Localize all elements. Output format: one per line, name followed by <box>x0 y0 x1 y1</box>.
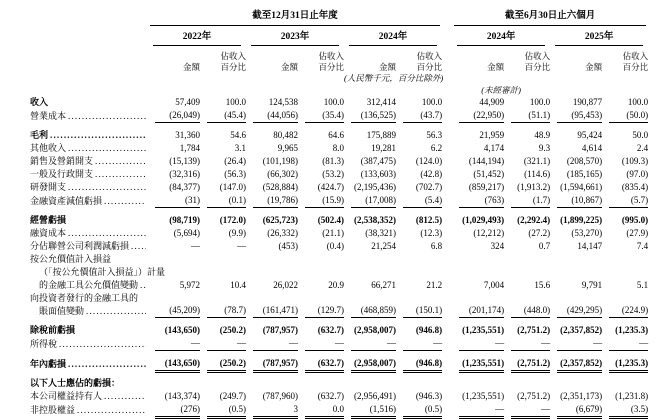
cell-pct: (51.1) <box>504 109 550 123</box>
cell-amount: (53,270) <box>571 228 603 238</box>
cell-pct: 8.0 <box>332 143 344 153</box>
cell-pct: (12.3) <box>420 228 443 238</box>
row-label: 營業成本 ..... <box>30 109 148 123</box>
cell-pct: (321.1) <box>523 156 551 166</box>
column-subheader-row <box>30 46 648 72</box>
period-group-interim: 截至6月30日止六個月 <box>454 10 646 26</box>
cell-amount: (144,194) <box>468 156 505 166</box>
cell-pct: 100.0 <box>627 97 649 107</box>
row-operating-loss <box>30 208 648 227</box>
cell-pct: 48.9 <box>534 130 551 140</box>
cell-pct: (15.9) <box>298 194 344 208</box>
group-gap <box>442 155 452 168</box>
row-label: 所得稅 ..... <box>30 337 148 351</box>
group-gap <box>442 227 452 240</box>
cell-pct: (129.7) <box>298 292 344 318</box>
dot-leader <box>104 390 146 403</box>
group-gap <box>442 240 452 253</box>
group-gap <box>442 168 452 181</box>
row-label: 除稅前虧損 <box>30 325 76 335</box>
cell-pct: (114.6) <box>524 169 551 179</box>
row-loss-for-the-year <box>30 351 648 371</box>
cell-amount: — <box>246 337 298 351</box>
cell-pct: (249.7) <box>219 391 246 401</box>
group-gap <box>442 208 452 227</box>
year-header-2022: 2022年 <box>153 31 241 46</box>
cell-amount: — <box>148 337 200 351</box>
amount-header: 金額 <box>585 61 603 72</box>
cell-amount: (201,174) <box>452 292 504 318</box>
cell-amount: (5,694) <box>173 228 200 238</box>
cell-pct: — <box>504 403 550 417</box>
cell-pct: (5.4) <box>396 194 442 208</box>
cell-pct: (50.0) <box>602 109 648 123</box>
cell-pct: — <box>396 337 442 351</box>
period-group-row <box>30 10 648 26</box>
cell-pct: (172.0) <box>219 215 246 225</box>
cell-amount: (22,950) <box>452 109 504 123</box>
currency-note: (人民幣千元，百分比除外) <box>344 73 444 83</box>
cell-amount: 44,909 <box>479 97 505 107</box>
cell-pct: (97.0) <box>626 169 649 179</box>
cell-amount: (19,786) <box>246 194 298 208</box>
cell-amount: (787,957) <box>246 351 298 371</box>
cell-amount: (44,056) <box>246 109 298 123</box>
group-gap <box>442 371 452 390</box>
row-rd-expenses <box>30 181 648 194</box>
cell-pct <box>602 371 648 390</box>
cell-amount: (2,351,173) <box>560 391 603 401</box>
cell-amount: — <box>191 241 200 251</box>
row-label: 其他收入 ..... <box>30 142 148 155</box>
cell-pct: 7.4 <box>636 241 649 251</box>
group-gap <box>442 181 452 194</box>
dot-leader <box>68 110 146 123</box>
cell-pct: (56.3) <box>224 169 246 179</box>
cell-amount: (12,212) <box>473 228 505 238</box>
row-label: 經營虧損 <box>30 215 67 225</box>
cell-pct: 5.1 <box>636 280 649 290</box>
cell-pct: (35.4) <box>298 109 344 123</box>
row-label: 融資成本 ..... <box>30 227 148 240</box>
group-gap <box>442 292 452 318</box>
cell-amount <box>452 371 504 390</box>
group-gap <box>442 253 452 292</box>
cell-pct: 9.3 <box>538 143 551 153</box>
cell-amount <box>344 371 396 390</box>
cell-amount: (185,165) <box>566 169 603 179</box>
cell-pct: 2.4 <box>636 143 649 153</box>
cell-amount: 95,424 <box>577 130 603 140</box>
cell-pct: (150.1) <box>396 292 442 318</box>
dot-leader <box>131 240 146 253</box>
cell-pct: (45.4) <box>200 109 246 123</box>
dot-leader <box>50 129 146 142</box>
cell-amount: (143,374) <box>164 391 200 401</box>
cell-pct: (26.4) <box>224 156 246 166</box>
cell-pct <box>396 371 442 390</box>
cell-pct: (835.4) <box>621 182 649 192</box>
group-gap <box>442 194 452 208</box>
row-finance-costs <box>30 227 648 240</box>
cell-pct: (81.3) <box>322 156 344 166</box>
cell-pct: 56.3 <box>426 130 443 140</box>
cell-pct: 100.0 <box>421 97 443 107</box>
year-header-2024-interim: 2024年 <box>457 31 545 46</box>
cell-amount: (1,899,225) <box>560 215 603 225</box>
cell-pct: — <box>504 337 550 351</box>
cell-pct: (0.5) <box>396 403 442 417</box>
unaudited-note: (未經審計) <box>481 85 521 95</box>
pct-of-revenue-header: 佔收入 百分比 <box>220 51 246 72</box>
group-gap <box>442 142 452 155</box>
cell-amount: (2,357,852) <box>560 325 603 335</box>
cell-amount: 21,959 <box>479 130 505 140</box>
cell-amount: (2,958,007) <box>354 325 396 335</box>
row-label: 金融資產減值虧損 ..... <box>30 194 148 208</box>
cell-pct: (946.8) <box>415 325 443 335</box>
cell-amount: (133,603) <box>360 169 396 179</box>
dot-leader <box>140 279 146 292</box>
cell-amount: (787,957) <box>262 325 298 335</box>
row-non-controlling-interests <box>30 403 648 417</box>
row-label: 本公司權益持有人 ..... <box>30 390 148 403</box>
cell-pct <box>504 371 550 390</box>
cell-pct: 20.9 <box>328 280 344 290</box>
group-gap <box>442 390 452 403</box>
cell-amount: (2,195,436) <box>354 182 396 192</box>
cell-pct: — <box>298 337 344 351</box>
cell-pct: 21.2 <box>426 280 443 290</box>
cell-amount: (468,859) <box>344 292 396 318</box>
cell-pct: (124.0) <box>415 156 443 166</box>
cell-amount: (387,475) <box>360 156 396 166</box>
cell-pct: (27.9) <box>626 228 649 238</box>
cell-amount: (787,960) <box>262 391 298 401</box>
row-label: 一般及行政開支 ..... <box>30 168 148 181</box>
cell-pct: (812.5) <box>415 215 443 225</box>
cell-amount: (66,302) <box>267 169 298 179</box>
cell-amount: 3 <box>246 403 298 417</box>
cell-pct <box>200 371 246 390</box>
cell-amount: 1,784 <box>179 143 200 153</box>
cell-amount: (15,139) <box>169 156 200 166</box>
group-gap <box>442 318 452 337</box>
cell-pct: (995.0) <box>621 215 649 225</box>
cell-pct: (250.2) <box>219 325 246 335</box>
cell-amount: (17,008) <box>344 194 396 208</box>
currency-note-row <box>30 72 648 84</box>
year-header-2023: 2023年 <box>251 31 339 46</box>
cell-pct: 100.0 <box>225 97 246 107</box>
cell-amount: 5,972 <box>179 280 200 290</box>
cell-pct: (702.7) <box>415 182 443 192</box>
cell-pct: (2,751.2) <box>517 325 551 335</box>
amount-header: 金額 <box>487 61 505 72</box>
cell-amount: 324 <box>490 241 505 251</box>
cell-pct: (0.1) <box>200 194 246 208</box>
row-loss-before-tax <box>30 318 648 337</box>
amount-header: 金額 <box>378 61 396 72</box>
pct-of-revenue-header: 佔收入 百分比 <box>524 51 551 72</box>
cell-pct: (1,235.3) <box>602 351 648 371</box>
row-instruments-issued-to-investors-carrying-change <box>30 292 648 318</box>
cell-amount: (10,867) <box>550 194 602 208</box>
dot-leader <box>68 358 146 371</box>
cell-pct: (224.9) <box>602 292 648 318</box>
cell-amount: (625,723) <box>262 215 298 225</box>
row-revenue <box>30 96 648 109</box>
cell-pct: 100.0 <box>529 97 551 107</box>
row-label: 向投資者發行的金融工具的 賬面值變動 ..... <box>30 292 148 318</box>
row-label: 收入 <box>30 97 49 107</box>
cell-pct: 64.6 <box>328 130 344 140</box>
cell-pct: (424.7) <box>317 182 344 192</box>
dot-leader <box>68 227 146 240</box>
row-selling-marketing-expenses <box>30 155 648 168</box>
cell-pct: (1.7) <box>504 194 550 208</box>
cell-pct: (946.3) <box>415 391 443 401</box>
cell-pct: (9.9) <box>228 228 246 238</box>
cell-amount: (84,377) <box>169 182 200 192</box>
cell-amount: 4,174 <box>483 143 505 153</box>
cell-pct: (21.1) <box>322 228 344 238</box>
row-income-tax <box>30 337 648 351</box>
cell-amount: (2,357,852) <box>550 351 602 371</box>
cell-amount: 9,791 <box>581 280 603 290</box>
row-fvtpl-fair-value-changes <box>30 253 648 292</box>
cell-pct: — <box>237 241 246 251</box>
cell-amount: 31,360 <box>175 130 200 140</box>
cell-pct: 10.4 <box>230 280 246 290</box>
cell-pct: (0.4) <box>326 241 344 251</box>
cell-pct: (3.5) <box>602 403 648 417</box>
cell-amount: (45,209) <box>148 292 200 318</box>
amount-header: 金額 <box>182 61 200 72</box>
cell-amount: 14,147 <box>577 241 603 251</box>
table-body <box>30 96 648 417</box>
cell-amount: — <box>344 337 396 351</box>
cell-pct: (2,751.2) <box>504 351 550 371</box>
cell-amount: (95,453) <box>550 109 602 123</box>
cell-pct: (250.2) <box>200 351 246 371</box>
cell-pct: 3.1 <box>234 143 246 153</box>
row-gross-profit <box>30 123 648 142</box>
cell-amount: (143,650) <box>164 325 200 335</box>
cell-amount: (429,295) <box>550 292 602 318</box>
dot-leader <box>68 181 146 194</box>
cell-pct: (632.7) <box>298 351 344 371</box>
cell-pct: 0.0 <box>298 403 344 417</box>
dot-leader <box>95 155 146 168</box>
cell-pct: (0.5) <box>200 403 246 417</box>
dot-leader <box>104 195 146 208</box>
row-label: 按公允價值計入損益 （「按公允價值計入損益」）計量 的金融工具公允價值變動 ..... <box>30 253 148 292</box>
cell-amount: (101,198) <box>262 156 298 166</box>
cell-amount: 21,254 <box>371 241 396 251</box>
cell-amount: — <box>452 403 504 417</box>
cell-pct: 0.7 <box>538 241 551 251</box>
dot-leader <box>86 305 146 318</box>
cell-pct: 15.6 <box>534 280 551 290</box>
pct-of-revenue-header: 佔收入 百分比 <box>622 51 649 72</box>
group-gap <box>442 403 452 417</box>
cell-amount: (2,958,007) <box>344 351 396 371</box>
cell-amount: (143,650) <box>148 351 200 371</box>
pct-of-revenue-header: 佔收入 百分比 <box>416 51 443 72</box>
cell-amount: (859,217) <box>468 182 505 192</box>
group-gap <box>442 337 452 351</box>
cell-pct <box>298 371 344 390</box>
cell-amount: (51,452) <box>473 169 505 179</box>
cell-pct: (5.7) <box>602 194 648 208</box>
cell-amount: (26,332) <box>267 228 298 238</box>
cell-amount: (208,570) <box>566 156 603 166</box>
cell-pct: (1,231.8) <box>615 391 649 401</box>
cell-amount: (1,235,551) <box>452 351 504 371</box>
cell-amount: (1,235,551) <box>462 325 505 335</box>
cell-pct: 100.0 <box>323 97 344 107</box>
group-gap <box>442 109 452 123</box>
unaudited-note-row <box>30 84 648 96</box>
cell-amount: (1,594,661) <box>560 182 603 192</box>
cell-amount: (98,719) <box>169 215 200 225</box>
cell-pct: (632.7) <box>317 325 344 335</box>
cell-amount: 7,004 <box>483 280 505 290</box>
income-statement-table <box>30 10 648 417</box>
row-general-admin-expenses <box>30 168 648 181</box>
group-gap <box>442 123 452 142</box>
cell-amount: (763) <box>452 194 504 208</box>
cell-amount <box>550 371 602 390</box>
year-header-row <box>30 26 648 46</box>
dot-leader <box>68 142 146 155</box>
row-label: 以下人士應佔的虧損： <box>30 378 121 388</box>
row-impairment-losses-financial-assets <box>30 194 648 208</box>
cell-amount: (32,316) <box>169 169 200 179</box>
cell-amount: 175,889 <box>366 130 396 140</box>
row-label: 銷售及營銷開支 ..... <box>30 155 148 168</box>
table-header <box>30 10 648 96</box>
cell-pct: (946.8) <box>396 351 442 371</box>
cell-amount: — <box>452 337 504 351</box>
dot-leader <box>59 338 146 351</box>
cell-amount <box>246 371 298 390</box>
pct-of-revenue-header: 佔收入 百分比 <box>318 51 344 72</box>
cell-amount: (2,538,352) <box>354 215 396 225</box>
cell-pct: (448.0) <box>504 292 550 318</box>
year-header-2025-interim: 2025年 <box>555 31 643 46</box>
row-label: 年內虧損 ..... <box>30 351 148 371</box>
cell-amount: (38,321) <box>365 228 396 238</box>
cell-amount: 9,965 <box>277 143 298 153</box>
cell-pct: — <box>200 337 246 351</box>
row-loss-attributable-heading <box>30 371 648 390</box>
cell-amount: (161,471) <box>246 292 298 318</box>
cell-amount: (1,516) <box>344 403 396 417</box>
cell-pct: 6.8 <box>430 241 443 251</box>
cell-pct: (1,235.3) <box>615 325 649 335</box>
cell-pct: (632.7) <box>317 391 344 401</box>
row-label: 毛利 ..... <box>30 123 148 142</box>
cell-pct: (53.2) <box>322 169 344 179</box>
cell-pct: (27.2) <box>528 228 551 238</box>
cell-amount: 4,614 <box>581 143 603 153</box>
period-group-annual: 截至12月31日止年度 <box>150 10 440 26</box>
cell-amount: 80,482 <box>273 130 298 140</box>
cell-amount: 190,877 <box>572 97 603 107</box>
cell-amount: (1,029,493) <box>462 215 505 225</box>
cell-amount: 26,022 <box>273 280 298 290</box>
dot-leader <box>95 168 146 181</box>
cell-amount: (528,884) <box>262 182 298 192</box>
cell-amount: 312,414 <box>366 97 396 107</box>
row-label: 研發開支 ..... <box>30 181 148 194</box>
row-label: 分佔聯營公司利潤減虧損 ..... <box>30 240 148 253</box>
amount-header: 金額 <box>280 61 298 72</box>
cell-pct: (109.3) <box>621 156 649 166</box>
row-share-of-associates <box>30 240 648 253</box>
cell-amount: (31) <box>148 194 200 208</box>
cell-amount: (453) <box>278 241 298 251</box>
cell-amount: (136,525) <box>344 109 396 123</box>
cell-pct: (42.8) <box>420 169 443 179</box>
cell-amount: (2,956,491) <box>354 391 396 401</box>
cell-pct: — <box>602 337 648 351</box>
year-header-2024: 2024年 <box>349 31 437 46</box>
cell-pct: (43.7) <box>396 109 442 123</box>
cell-amount: 57,409 <box>175 97 200 107</box>
cell-pct: (2,751.2) <box>517 391 551 401</box>
cell-amount <box>148 371 200 390</box>
cell-pct: (78.7) <box>200 292 246 318</box>
cell-amount: (1,235,551) <box>462 391 505 401</box>
cell-pct: (502.4) <box>317 215 344 225</box>
row-other-income <box>30 142 648 155</box>
cell-pct: (1,913.2) <box>517 182 551 192</box>
cell-amount: 66,271 <box>371 280 396 290</box>
group-gap <box>442 96 452 109</box>
row-label: 非控股權益 ..... <box>30 403 148 417</box>
cell-amount: (26,049) <box>148 109 200 123</box>
cell-amount: (276) <box>148 403 200 417</box>
group-gap <box>442 351 452 371</box>
cell-pct: 50.0 <box>632 130 649 140</box>
cell-pct: (2,292.4) <box>517 215 551 225</box>
cell-amount: — <box>550 337 602 351</box>
cell-pct: 54.6 <box>230 130 246 140</box>
row-cost-of-sales <box>30 109 648 123</box>
cell-amount: (6,679) <box>550 403 602 417</box>
cell-amount: 124,538 <box>268 97 298 107</box>
cell-pct: 6.2 <box>430 143 443 153</box>
cell-amount: 19,281 <box>371 143 396 153</box>
cell-pct: (147.0) <box>219 182 246 192</box>
row-equity-holders-of-company <box>30 390 648 403</box>
